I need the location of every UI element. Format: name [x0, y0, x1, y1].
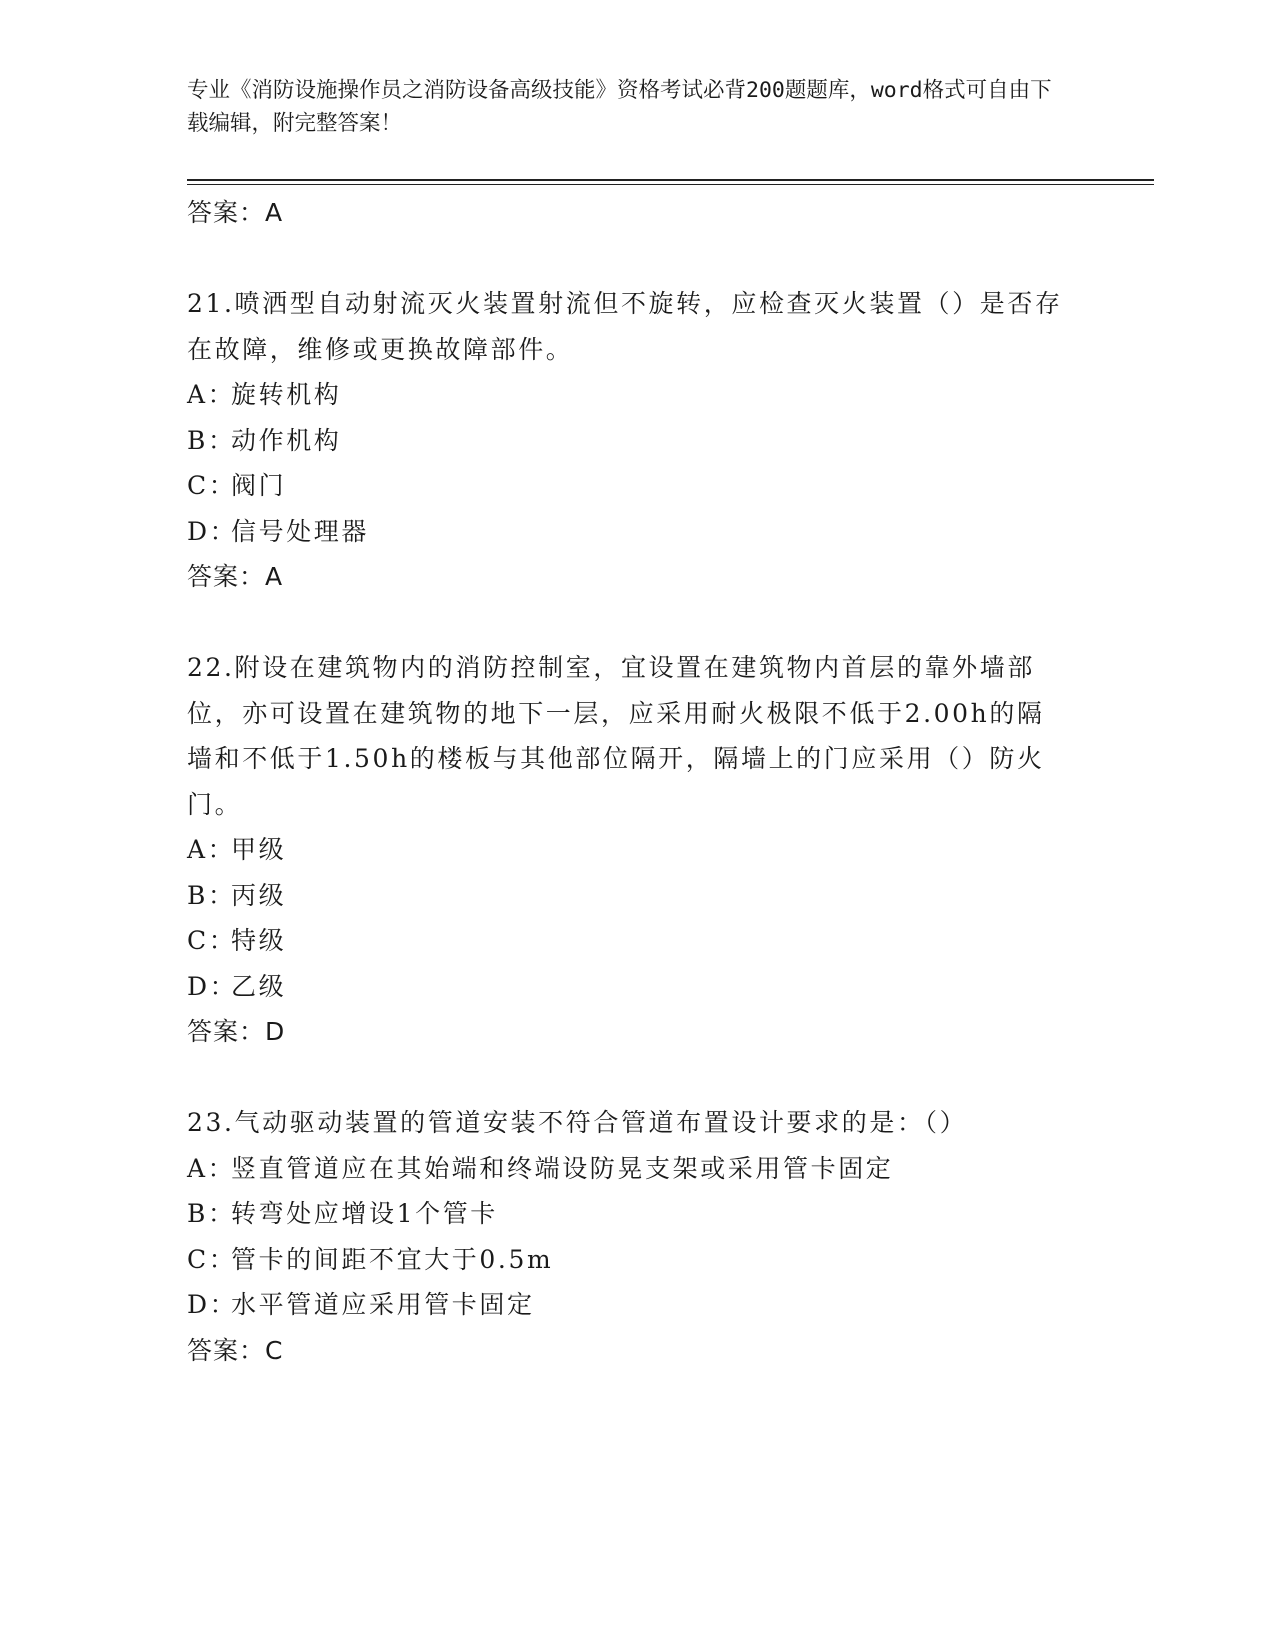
option-text: 动作机构	[231, 425, 342, 455]
document-header: 专业《消防设施操作员之消防设备高级技能》资格考试必背200题题库，word格式可自由下载编辑，附完整答案！	[187, 78, 1052, 136]
header-divider-thick	[187, 179, 1154, 181]
question-21	[187, 281, 1087, 600]
question-stem: 23.气动驱动装置的管道安装不符合管道布置设计要求的是：（）	[187, 1108, 968, 1137]
question-stem: 22.附设在建筑物内的消防控制室，宜设置在建筑物内首层的靠外墙部位，亦可设置在建筑物的地下一层，应采用耐火极限不低于2.00h的隔墙和不低于1.50h的楼板与其他部位隔开，隔墙上的门应采用（）防火门。	[187, 653, 1045, 819]
spacer	[187, 600, 1087, 645]
option-d	[187, 509, 1087, 555]
option-key: A：	[187, 380, 236, 409]
option-c	[187, 463, 1087, 509]
question-answer: 答案：D	[187, 1017, 286, 1046]
spacer	[187, 236, 1087, 281]
option-a	[187, 827, 1087, 873]
option-b	[187, 873, 1087, 919]
spacer	[187, 1055, 1087, 1100]
option-key: C：	[187, 926, 237, 955]
option-text: 特级	[231, 926, 287, 955]
option-key: C：	[187, 1244, 237, 1274]
option-text: 信号处理器	[231, 516, 370, 546]
option-key: B：	[187, 425, 236, 455]
option-key: A：	[187, 1153, 236, 1183]
option-c	[187, 918, 1087, 964]
option-d	[187, 1282, 1087, 1328]
question-22	[187, 645, 1087, 1055]
option-d	[187, 964, 1087, 1010]
option-text: 乙级	[231, 971, 287, 1001]
option-key: D：	[187, 516, 238, 546]
question-23	[187, 1100, 1087, 1374]
option-a	[187, 1146, 1087, 1192]
option-text: 丙级	[231, 880, 287, 910]
header-divider-thin	[187, 184, 1154, 185]
option-key: A：	[187, 835, 236, 864]
option-text: 管卡的间距不宜大于0.5m	[231, 1244, 554, 1274]
option-c	[187, 1237, 1087, 1283]
option-b	[187, 418, 1087, 464]
option-a	[187, 372, 1087, 418]
option-key: B：	[187, 880, 236, 910]
previous-answer: 答案：A	[187, 198, 284, 227]
option-text: 旋转机构	[231, 380, 342, 409]
option-text: 水平管道应采用管卡固定	[231, 1290, 535, 1319]
option-text: 阀门	[231, 471, 287, 500]
option-b	[187, 1191, 1087, 1237]
option-key: C：	[187, 471, 237, 500]
option-text: 竖直管道应在其始端和终端设防晃支架或采用管卡固定	[231, 1153, 894, 1183]
question-stem: 21.喷洒型自动射流灭火装置射流但不旋转，应检查灭火装置（）是否存在故障，维修或更换故障部件。	[187, 289, 1063, 364]
question-answer: 答案：C	[187, 1335, 284, 1365]
option-key: D：	[187, 1290, 238, 1319]
option-text: 甲级	[231, 835, 287, 864]
question-list	[187, 190, 1087, 1374]
option-text: 转弯处应增设1个管卡	[231, 1199, 498, 1228]
option-key: B：	[187, 1199, 236, 1228]
option-key: D：	[187, 971, 238, 1001]
question-answer: 答案：A	[187, 562, 284, 591]
